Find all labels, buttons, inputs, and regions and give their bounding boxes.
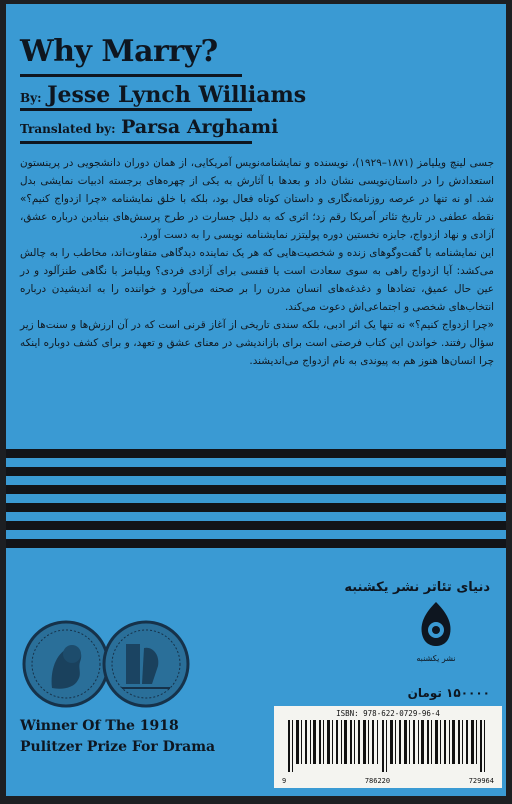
barcode	[274, 706, 502, 788]
author-line	[20, 82, 306, 108]
translator-line	[20, 116, 278, 138]
translator-rule	[20, 141, 252, 144]
publisher-logo-label: نشر یکشنبه	[416, 654, 456, 663]
blurb	[20, 154, 494, 370]
title-rule	[20, 74, 242, 77]
stripe	[6, 467, 506, 476]
isbn-number: ISBN: 978-622-0729-96-4	[336, 709, 440, 718]
barcode-digit-group: 729964	[468, 777, 494, 785]
barcode-digit-group: 9	[282, 777, 287, 785]
price: ۱۵۰۰۰۰ تومان	[407, 686, 490, 700]
stripe	[6, 521, 506, 530]
book-title: Why Marry?	[20, 34, 218, 69]
award-line: Pulitzer Prize For Drama	[20, 739, 216, 755]
blurb-paragraph: «چرا ازدواج کنیم؟» نه تنها یک اثر ادبی، بلکه سندی تاریخی از آغاز قرنی است که در آن ارزش‌ها و سنت‌ها زیر سؤال رفتند. خواندن این کتاب فرصتی است برای بازاندیشی در معنای عشق و تعهد، و برای کشف دوباره اینکه چرا انسان‌ها هنوز هم به پیوندی به نام ازدواج می‌اندیشند.	[20, 319, 494, 367]
stripe	[6, 485, 506, 494]
author-rule	[20, 108, 252, 111]
stripe	[6, 449, 506, 458]
book-back-cover	[6, 4, 506, 796]
pulitzer-medals-icon	[22, 618, 190, 710]
author-name: Jesse Lynch Williams	[47, 82, 307, 108]
translator-label: Translated by:	[20, 122, 116, 136]
blurb-paragraph: این نمایشنامه با گفت‌وگوهای زنده و شخصیت‌هایی که هر یک نماینده دیدگاهی متفاوت‌اند، مخاطب را به چالش می‌کشد: آیا ازدواج راهی به سوی سعادت است یا قفسی برای آزادی فردی؟ ویلیامز با نگاهی طنزآلود و در عین حال عمیق، تضادها و دغدغه‌های انسان مدرن را بر صحنه می‌آورد و خواننده را به اندیشیدن درباره انتخاب‌های شخصی و اجتماعی‌اش دعوت می‌کند.	[20, 247, 494, 313]
blurb-paragraph: جسی لینچ ویلیامز (۱۸۷۱–۱۹۲۹)، نویسنده و نمایشنامه‌نویس آمریکایی، از همان دوران دانشجویی در پرینستون استعدادش را در داستان‌نویسی نشان داد و بعدها با آثارش به یکی از چهره‌های برجسته ادبیات نمایشی بدل شد. او نه تنها در عرصه روزنامه‌نگاری و داستان کوتاه فعال بود، بلکه با خلق نمایشنامه «چرا ازدواج کنیم؟» نقطه عطفی در تاریخ تئاتر آمریکا رقم زد؛ اثری که به دلیل جسارت در طرح پرسش‌های بنیادین درباره عشق، آزادی و نهاد ازدواج، جایزه نخستین دوره پولیتزر نمایشنامه نویسی را به دست آورد.	[20, 157, 494, 241]
stripe	[6, 539, 506, 548]
award-text	[20, 716, 215, 758]
award-line: Winner Of The 1918	[20, 718, 179, 734]
publisher-series: دنیای تئاتر نشر یکشنبه	[344, 580, 490, 595]
translator-name: Parsa Arghami	[121, 116, 279, 138]
author-label: By:	[20, 91, 42, 105]
barcode-bars-icon	[282, 720, 494, 772]
publisher-logo	[408, 600, 464, 676]
barcode-digits	[282, 777, 494, 785]
publisher-logo-icon	[416, 600, 456, 648]
barcode-digit-group: 786220	[364, 777, 391, 785]
decorative-stripes	[6, 449, 506, 557]
stripe	[6, 503, 506, 512]
